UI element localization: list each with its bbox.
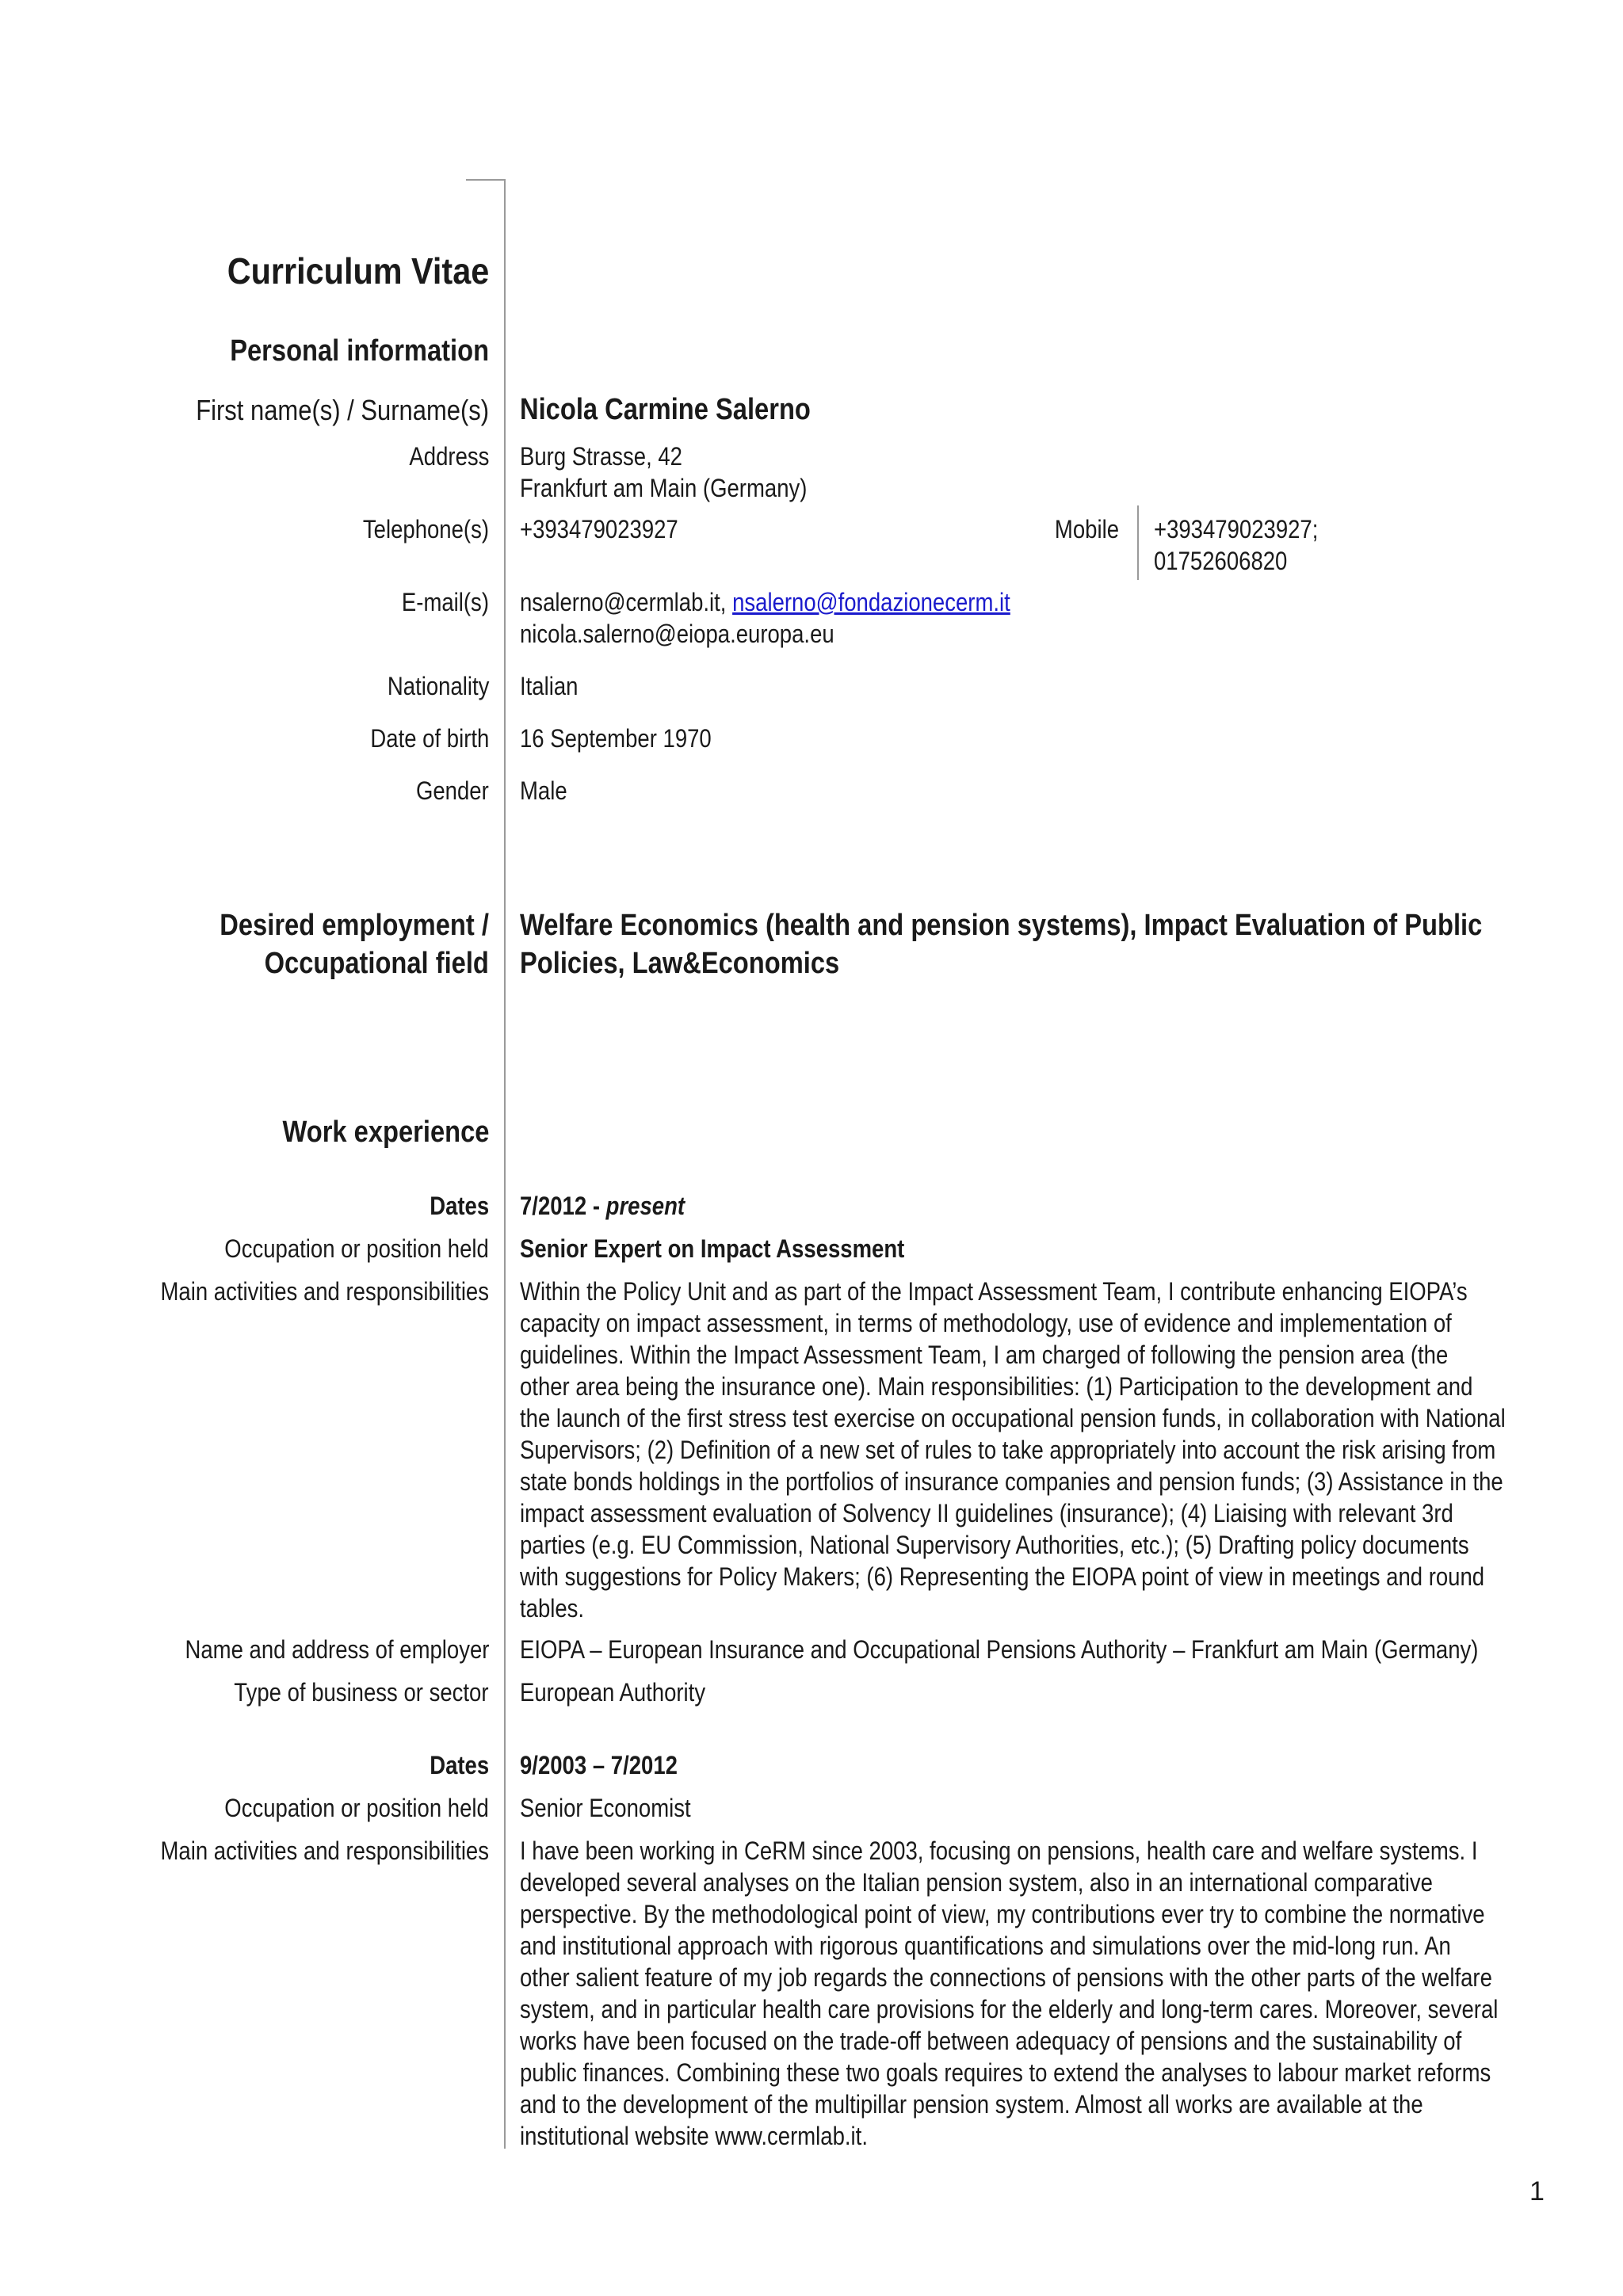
job1-employer-label: Name and address of employer <box>185 1635 489 1664</box>
job1-dates-start: 7/2012 - <box>520 1192 606 1220</box>
email-value <box>520 586 1576 650</box>
job2-activity-line: perspective. By the methodological point of view, my contributions ever try to combine the normative <box>520 1900 1485 1928</box>
telephone-value: +393479023927 <box>520 515 678 543</box>
job2-dates: 9/2003 – 7/2012 <box>520 1751 678 1779</box>
job2-activity-line: and institutional approach with rigorous quantifications and simulations over the mid-long run. An <box>520 1932 1451 1960</box>
job1-activities-label: Main activities and responsibilities <box>160 1277 489 1306</box>
email-label: E-mail(s) <box>401 588 489 616</box>
email-3: nicola.salerno@eiopa.europa.eu <box>520 620 834 648</box>
gender-label: Gender <box>416 776 489 805</box>
job1-sector-label: Type of business or sector <box>234 1678 489 1707</box>
job1-activity-line: Supervisors; (2) Definition of a new set of rules to take appropriately into account the risk arising from <box>520 1436 1496 1464</box>
nationality-value: Italian <box>520 672 579 700</box>
document-title: Curriculum Vitae <box>227 250 489 292</box>
job1-activity-line: impact assessment evaluation of Solvency II guidelines (insurance); (4) Liaising with relevant 3rd <box>520 1499 1453 1527</box>
job2-activity-line: other salient feature of my job regards the connections of pensions with the other parts of the welfare <box>520 1963 1492 1992</box>
job2-activity-line: works have been focused on the trade-off between adequacy of pensions and the sustainability of <box>520 2027 1462 2055</box>
name-label: First name(s) / Surname(s) <box>196 394 489 426</box>
column-divider-cap <box>466 179 506 181</box>
job2-occupation: Senior Economist <box>520 1794 691 1822</box>
mobile-separator <box>1137 505 1139 580</box>
job1-activity-line: parties (e.g. EU Commission, National Supervisory Authorities, etc.); (5) Drafting policy documents <box>520 1531 1469 1559</box>
full-name: Nicola Carmine Salerno <box>520 393 811 426</box>
job2-activities <box>520 1835 1576 2152</box>
job1-activity-line: with suggestions for Policy Makers; (6) Representing the EIOPA point of view in meetings and round <box>520 1562 1485 1591</box>
address-label: Address <box>409 442 489 471</box>
dob-value: 16 September 1970 <box>520 724 712 753</box>
job1-occupation: Senior Expert on Impact Assessment <box>520 1234 905 1263</box>
job1-activity-line: other area being the insurance one). Main responsibilities: (1) Participation to the development and <box>520 1372 1473 1401</box>
desired-value-line-2: Policies, Law&Economics <box>520 947 840 980</box>
job2-activity-line: and to the development of the multipillar pension system. Almost all works are available at the <box>520 2090 1423 2119</box>
job1-activity-line: guidelines. Within the Impact Assessment Team, I am charged of following the pension area (the <box>520 1341 1449 1369</box>
job1-employer: EIOPA – European Insurance and Occupational Pensions Authority – Frankfurt am Main (Germany) <box>520 1635 1479 1664</box>
address-value <box>520 441 1576 504</box>
job2-activity-line: public finances. Combining these two goals requires to extend the analyses to labour market reforms <box>520 2058 1491 2087</box>
job1-activity-line: capacity on impact assessment, in terms of methodology, use of evidence and implementation of <box>520 1309 1452 1337</box>
job2-activity-line: institutional website www.cermlab.it. <box>520 2122 868 2150</box>
desired-employment-label <box>220 906 489 982</box>
mobile-line-2: 01752606820 <box>1154 547 1288 575</box>
desired-value-line-1: Welfare Economics (health and pension systems), Impact Evaluation of Public <box>520 909 1483 942</box>
job1-activity-line: the launch of the first stress test exercise on occupational pension funds, in collaboration with National <box>520 1404 1506 1432</box>
page-number: 1 <box>1529 2176 1545 2206</box>
job2-dates-label: Dates <box>430 1751 489 1779</box>
mobile-label: Mobile <box>1054 515 1119 543</box>
personal-info-heading: Personal information <box>230 334 489 368</box>
job2-activity-line: I have been working in CeRM since 2003, focusing on pensions, health care and welfare systems. I <box>520 1836 1478 1865</box>
job1-occupation-label: Occupation or position held <box>224 1234 489 1263</box>
job1-sector: European Authority <box>520 1678 706 1707</box>
job1-dates-end: present <box>605 1192 685 1220</box>
job1-activities <box>520 1276 1576 1624</box>
job2-activity-line: developed several analyses on the Italian pension system, also in an international comparative <box>520 1868 1433 1897</box>
email-1: nsalerno@cermlab.it, <box>520 588 727 616</box>
job1-dates-label: Dates <box>430 1192 489 1220</box>
gender-value: Male <box>520 776 567 805</box>
job1-activity-line: tables. <box>520 1594 585 1623</box>
nationality-label: Nationality <box>387 672 489 700</box>
column-divider <box>504 179 506 2149</box>
email-link[interactable]: nsalerno@fondazionecerm.it <box>732 588 1010 616</box>
address-line-2: Frankfurt am Main (Germany) <box>520 474 808 502</box>
job2-occupation-label: Occupation or position held <box>224 1794 489 1822</box>
address-line-1: Burg Strasse, 42 <box>520 442 682 471</box>
work-experience-heading: Work experience <box>282 1116 489 1149</box>
desired-label-line-2: Occupational field <box>264 947 489 980</box>
job1-dates <box>520 1190 1576 1222</box>
job1-activity-line: state bonds holdings in the portfolios of insurance companies and pension funds; (3) Assistance in the <box>520 1467 1503 1496</box>
mobile-line-1: +393479023927; <box>1154 515 1319 543</box>
dob-label: Date of birth <box>370 724 489 753</box>
mobile-value <box>1154 513 1318 577</box>
job1-activity-line: Within the Policy Unit and as part of the Impact Assessment Team, I contribute enhancing EIOPA’s <box>520 1277 1468 1306</box>
telephone-label: Telephone(s) <box>362 515 489 543</box>
job2-activities-label: Main activities and responsibilities <box>160 1836 489 1865</box>
desired-employment-value <box>520 906 1576 982</box>
desired-label-line-1: Desired employment / <box>220 909 489 942</box>
job2-activity-line: system, and in particular health care provisions for the elderly and long-term cares. Moreover, several <box>520 1995 1499 2023</box>
